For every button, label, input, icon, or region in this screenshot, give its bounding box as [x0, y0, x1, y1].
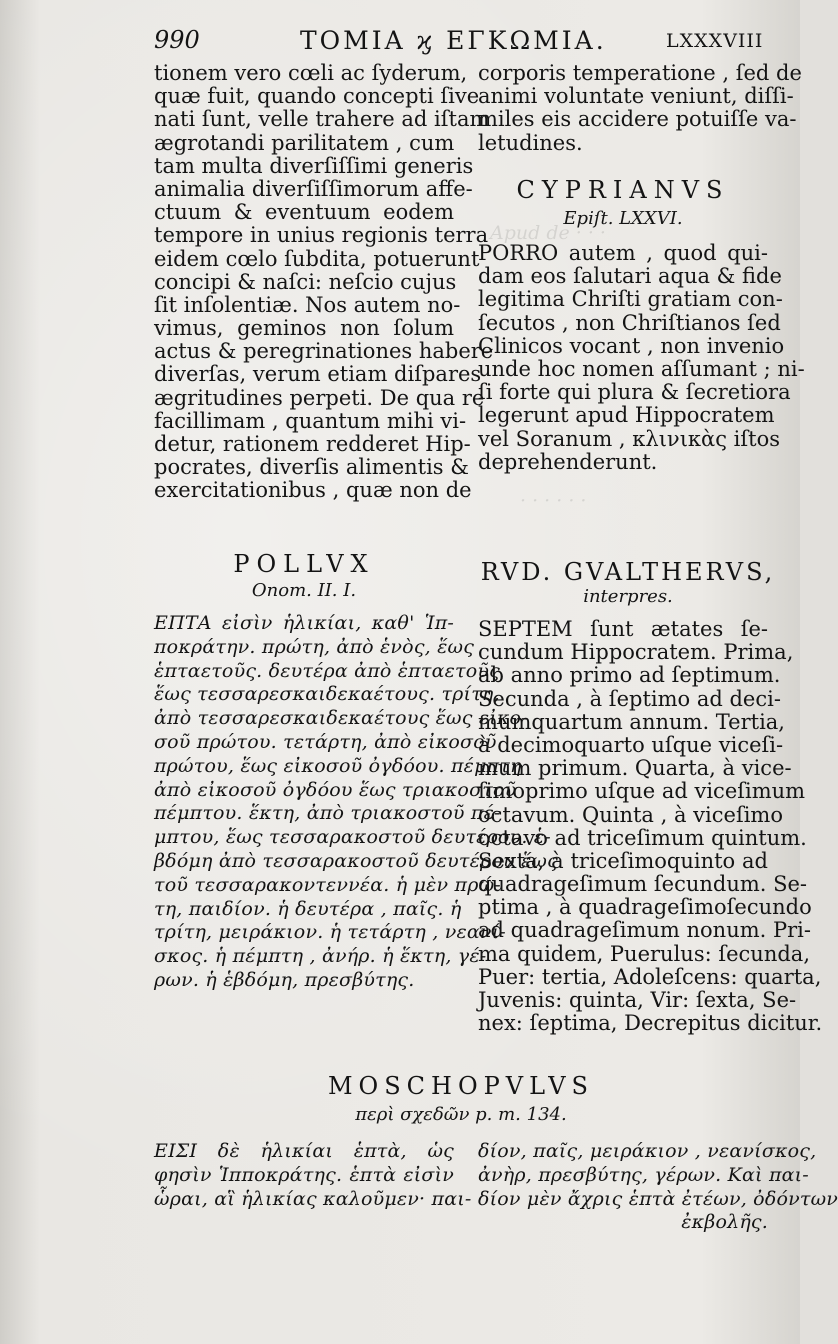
text-line: animi voluntate veniunt, diſſi-	[478, 84, 794, 109]
text-line: Secunda , à ſeptimo ad deci-	[478, 686, 781, 711]
text-line: SEPTEM ſunt ætates ſe-	[478, 617, 768, 641]
text-line: eidem cœlo ſubdita, potuerunt	[154, 246, 480, 271]
text-line: βδόμη ἀπὸ τεσσαρακοστοῦ δευτέρου ἕως	[154, 849, 558, 872]
text-line: tam multa diverſiſſimi generis	[154, 153, 474, 178]
text-line: tempore in unius regionis terra	[154, 223, 489, 248]
text-line: dam eos ſalutari aqua & fide	[478, 264, 782, 289]
text-line: unde hoc nomen aſſumant ; ni-	[478, 356, 805, 381]
section-heading-cyprianus: CYPRIANVS	[516, 176, 730, 204]
text-line: diverſas, verum etiam diſpares	[154, 362, 482, 387]
section-heading-pollux: POLLVX	[233, 550, 375, 578]
text-line: τοῦ τεσσαρακοντεννέα. ἡ μὲν πρώ-	[154, 873, 501, 896]
text-line: ſimoprimo uſque ad viceſimum	[478, 779, 806, 804]
text-line: PORRO autem , quod qui-	[478, 241, 768, 265]
running-header	[0, 22, 800, 62]
text-line: ΕΠΤΑ εἰσὶν ἡλικίαι, καθ' Ἱπ-	[154, 612, 454, 634]
text-line: ſi forte qui plura & ſecretiora	[478, 380, 791, 405]
gualtherus-latin-text	[478, 617, 823, 1036]
text-line: Clinicos vocant , non invenio	[478, 333, 785, 358]
text-line: σκος. ἡ πέμπτη , ἀνήρ. ἡ ἕκτη, γέ-	[154, 945, 487, 968]
text-line: letudines.	[478, 130, 583, 155]
text-line: detur, rationem redderet Hip-	[154, 432, 471, 456]
text-line: ρων. ἡ ἑβδόμη, πρεσβύτης.	[154, 968, 415, 991]
text-line: ἀπὸ εἰκοσοῦ ὀγδόου ἕως τριακοστοῦ	[154, 778, 517, 801]
text-line: πρώτου, ἕως εἰκοσοῦ ὀγδόου. πέμπτη	[154, 754, 522, 777]
text-line: miles eis accidere potuiſſe va-	[478, 107, 797, 132]
text-line: πέμπτου. ἕκτη, ἀπὸ τριακοστοῦ πέ-	[154, 802, 501, 825]
text-line: mum primum. Quarta, à vice-	[478, 756, 792, 781]
text-line: deprehenderunt.	[478, 449, 658, 474]
text-line: ægrotandi parilitatem , cum	[154, 130, 455, 155]
text-line: ποκράτην. πρώτη, ἀπὸ ἑνὸς, ἕως	[154, 635, 475, 658]
pollux-greek-text	[154, 612, 558, 993]
text-line: ἑπταετοῦς. δευτέρα ἀπὸ ἑπταετοῦς	[154, 659, 500, 682]
text-line: δίον, παῖς, μειράκιον , νεανίσκος,	[478, 1140, 817, 1162]
text-line: tionem vero cœli ac ſyderum,	[154, 61, 468, 85]
text-line: nex: ſeptima, Decrepitus dicitur.	[478, 1011, 823, 1036]
text-line: quadrageſimum ſecundum. Se-	[478, 872, 808, 897]
text-line: ἀπὸ τεσσαρεσκαιδεκαέτους ἕως εἰκο-	[154, 707, 528, 730]
text-line: ctuum & eventuum eodem	[154, 200, 454, 225]
text-line: Juvenis: quinta, Vir: ſexta, Se-	[478, 988, 797, 1012]
text-line: Puer: tertia, Adoleſcens: quarta,	[478, 964, 822, 989]
text-line: ἀνὴρ, πρεσβύτης, γέρων. Καὶ παι-	[478, 1163, 809, 1186]
text-line: δίον μὲν ἄχρις ἑπτὰ ἐτέων, ὀδόντων	[478, 1187, 838, 1210]
text-line: ſit inſolentiæ. Nos autem no-	[154, 292, 461, 317]
text-line: nati ſunt, velle trahere ad iſtam	[154, 107, 490, 132]
text-line: ma quidem, Puerulus: ſecunda,	[478, 941, 810, 966]
left-column-latin-text	[154, 61, 494, 503]
text-line: actus & peregrinationes habere	[154, 339, 494, 364]
cyprianus-text	[478, 241, 805, 474]
moschopulus-greek-right	[478, 1140, 838, 1235]
text-line: exercitationibus , quæ non de	[154, 478, 472, 503]
text-line: ptima , à quadrageſimoſecundo	[478, 895, 812, 920]
text-line: pocrates, diverſis alimentis &	[154, 455, 469, 480]
text-line: ad quadrageſimum nonum. Pri-	[478, 918, 811, 943]
text-line: vimus, geminos non ſolum	[154, 316, 454, 341]
text-line: facillimam , quantum mihi vi-	[154, 408, 467, 433]
section-heading-moschopulus: MOSCHOPVLVS	[327, 1072, 594, 1100]
show-through-text: · · · · · ·	[520, 490, 587, 512]
show-through-text: Apud de · · ·	[490, 222, 606, 244]
text-line: μπτου, ἕως τεσσαρακοστοῦ δευτέρου. ἑ-	[154, 826, 551, 849]
section-reference: περὶ σχεδῶν p. m. 134.	[355, 1104, 567, 1125]
text-line: ἐκβολῆς.	[681, 1211, 768, 1234]
text-line: octavo ad triceſimum quintum.	[478, 825, 807, 850]
text-line: concipi & naſci: neſcio cujus	[154, 269, 457, 294]
text-line: quæ fuit, quando concepti ſive	[154, 84, 480, 109]
section-reference: Epiſt. LXXVI.	[563, 208, 683, 229]
text-line: legerunt apud Hippocratem	[478, 403, 775, 428]
text-line: ΕΙΣΙ δὲ ἡλικίαι ἑπτὰ, ὡς	[154, 1140, 454, 1162]
text-line: σοῦ πρώτου. τετάρτη, ἀπὸ εἰκοσοῦ	[154, 730, 497, 753]
text-line: ἕως τεσσαρεσκαιδεκαέτους. τρίτη,	[154, 683, 500, 706]
text-line: τη, παιδίον. ἡ δευτέρα , παῖς. ἡ	[154, 897, 462, 920]
text-line: vel Soranum , κλινικὰς iſtos	[478, 426, 781, 451]
text-line: ſecutos , non Chriſtianos ſed	[478, 310, 781, 335]
text-line: animalia diverſiſſimorum affe-	[154, 176, 473, 201]
folio-number: LXXXVIII	[666, 30, 764, 52]
right-column-latin-text	[478, 61, 802, 155]
moschopulus-greek-left	[154, 1140, 472, 1211]
text-line: ὧραι, αἳ ἡλικίας καλοῦμεν· παι-	[154, 1187, 472, 1210]
text-line: cundum Hippocratem. Prima,	[478, 640, 794, 665]
page-number: 990	[154, 26, 200, 54]
running-title: ΤΟΜΙΑ ϗ ΕΓΚΩΜΙΑ.	[300, 26, 607, 55]
text-line: τρίτη, μειράκιον. ἡ τετάρτη , νεανί-	[154, 921, 506, 944]
text-line: à decimoquarto uſque viceſi-	[478, 732, 784, 757]
text-line: octavum. Quinta , à viceſimo	[478, 802, 783, 827]
text-line: corporis temperatione , ſed de	[478, 61, 802, 85]
text-line: mumquartum annum. Tertia,	[478, 709, 785, 734]
text-line: Sexta, à triceſimoquinto ad	[478, 848, 768, 873]
text-line: legitima Chriſti gratiam con-	[478, 287, 783, 312]
section-reference: Onom. II. I.	[251, 580, 357, 601]
section-reference: interpres.	[583, 586, 673, 607]
section-heading-gualtherus: RVD. GVALTHERVS,	[480, 558, 776, 586]
text-line: ab anno primo ad ſeptimum.	[478, 663, 781, 688]
text-line: φησὶν Ἱπποκράτης. ἑπτὰ εἰσὶν	[154, 1163, 454, 1186]
text-line: ægritudines perpeti. De qua re	[154, 385, 485, 410]
